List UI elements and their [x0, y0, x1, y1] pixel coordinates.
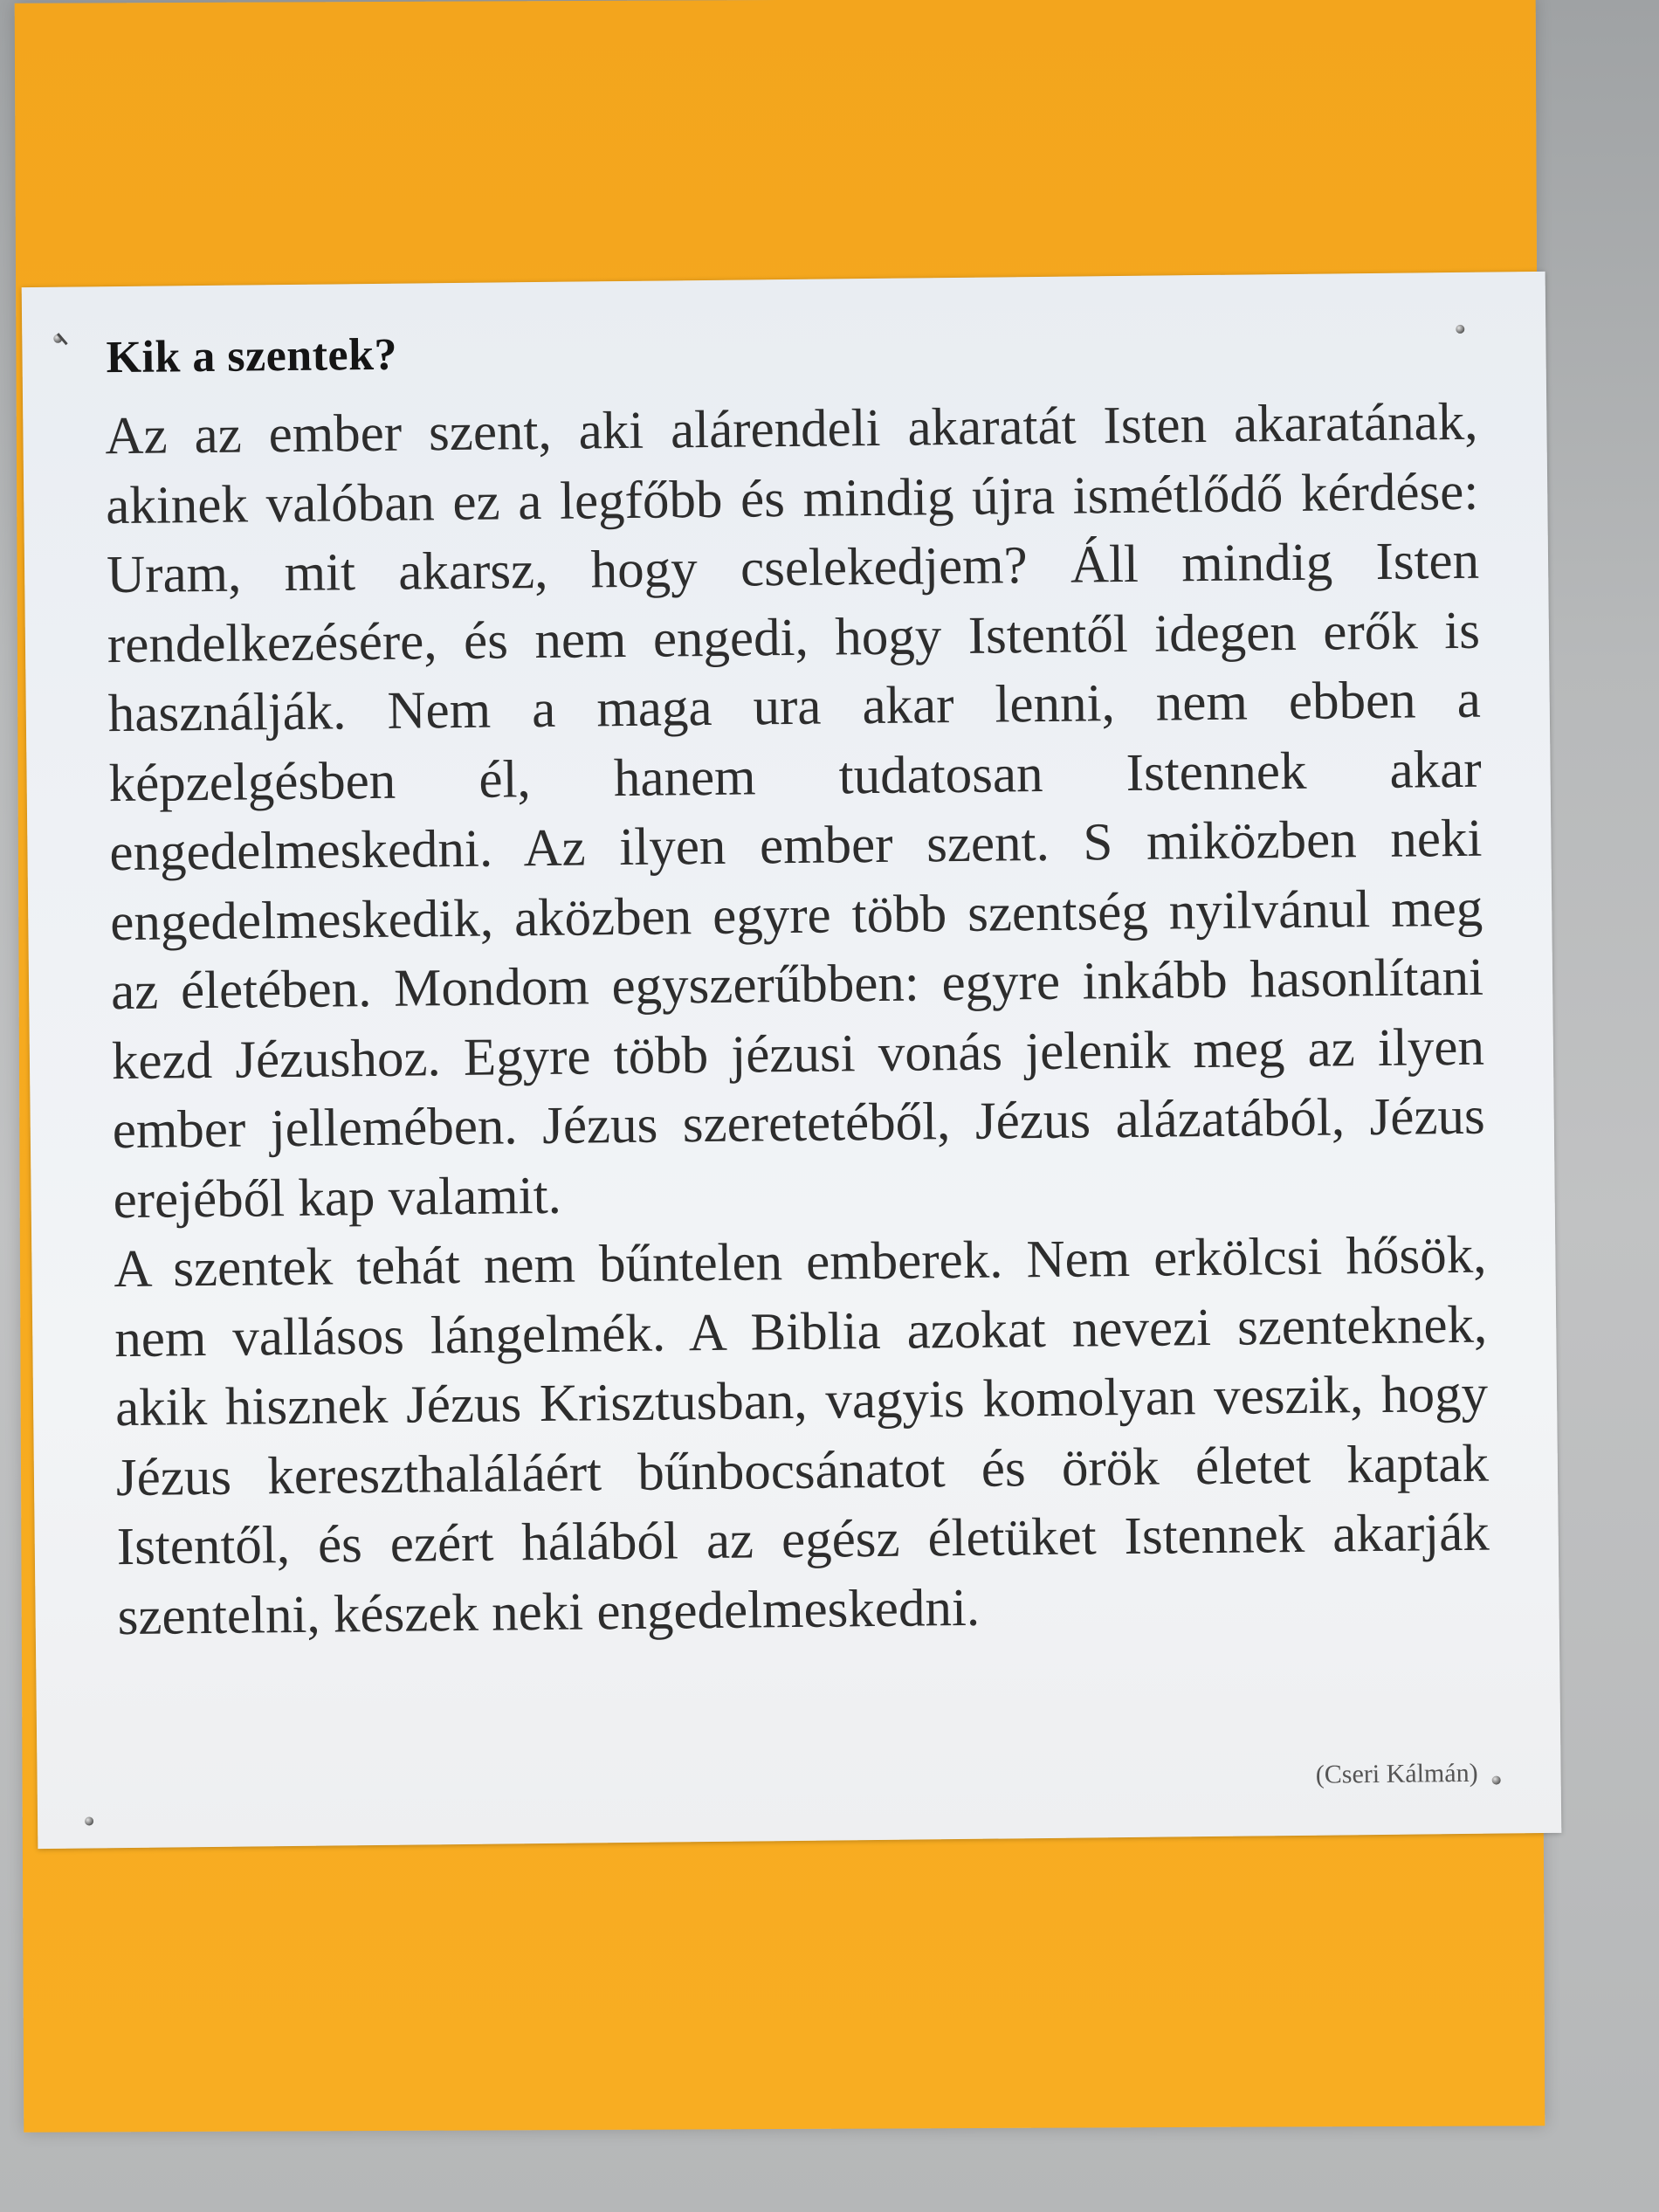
paper-sheet: [22, 272, 1562, 1849]
paragraph-2: A szentek tehát nem bűntelen emberek. Nem erkölcsi hősök, nem vallásos lángelmék. A Biblia azokat nevezi szenteknek, akik hisznek Jézus Krisztusban, vagyis komolyan veszik, hogy Jézus kereszthaláláért bűnbocsánatot és örök életet kaptak Istentől, és ezért hálából az egész életüket Istennek akarják szentelni, készek neki engedelmeskedni.: [114, 1225, 1490, 1646]
poster-title: Kik a szentek?: [106, 329, 398, 383]
pin-icon: [1456, 325, 1464, 334]
pin-icon: [85, 1816, 93, 1825]
paragraph-1: Az az ember szent, aki alárendeli akaratát Isten akaratának, akinek valóban ez a legfőbb és mindig újra ismétlődő kérdése: Uram, mit akarsz, hogy cselekedjem? Áll mindig Isten rendelkezésére, és nem engedi, hogy Istentől idegen erők is használják. Nem a maga ura akar lenni, nem ebben a képzelgésben él, hanem tudatosan Istennek akar engedelmeskedni. Az ilyen ember szent. S miközben neki engedelmeskedik, aközben egyre több szentség nyilvánul meg az életében. Mondom egyszerűbben: egyre inkább hasonlítani kezd Jézushoz. Egyre több jézusi vonás jelenik meg az ilyen ember jellemében. Jézus szeretetéből, Jézus alázatából, Jézus erejéből kap valamit.: [105, 392, 1486, 1230]
author-credit: (Cseri Kálmán): [1315, 1758, 1478, 1789]
pin-icon: [1492, 1776, 1501, 1785]
poster-body: [105, 388, 1490, 1651]
